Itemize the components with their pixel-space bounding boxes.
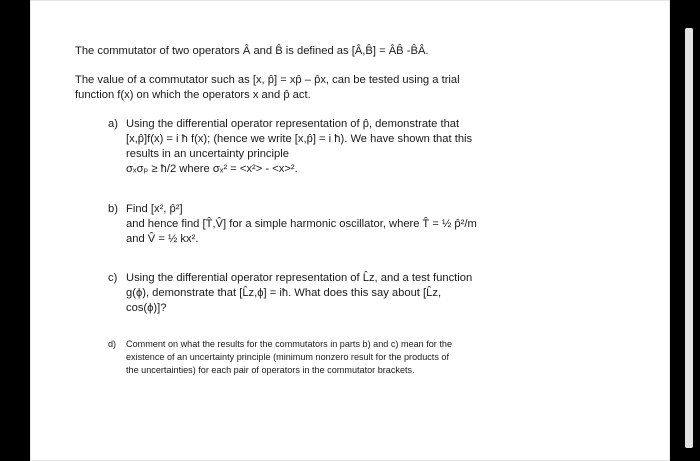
question-a-label: a): [108, 118, 118, 130]
question-b-line: Find [x², p̂²]: [126, 203, 183, 215]
question-a-line: [x,p̂]f(x) = i ħ f(x); (hence we write [x,p̂] = i ħ). We have shown that this: [126, 133, 473, 145]
scrollbar[interactable]: [685, 28, 693, 448]
question-c-line: cos(ϕ)]?: [126, 302, 167, 314]
problem-text: [75, 44, 645, 383]
question-d-label: d): [108, 339, 117, 349]
question-b-text: [126, 202, 645, 247]
question-d-line: existence of an uncertainty principle (minimum nonzero result for the products of: [126, 352, 449, 362]
question-a-text: [126, 117, 645, 177]
intro-line-2: The value of a commutator such as [x, p̂] = xp̂ – p̂x, can be tested using a trial: [75, 74, 460, 86]
intro-definition: [75, 44, 645, 59]
intro-commutator-test: [75, 73, 645, 103]
question-c-text: [126, 271, 645, 316]
question-d-line: Comment on what the results for the commutators in parts b) and c) mean for the: [126, 339, 453, 349]
question-d-text: [126, 338, 645, 377]
question-c: [108, 271, 645, 316]
intro-line-3: function f(x) on which the operators x and p̂ act.: [75, 89, 311, 101]
question-c-line: g(ϕ), demonstrate that [L̂z,ϕ] = iħ. What does this say about [L̂z,: [126, 287, 442, 299]
question-a-line: results in an uncertainty principle: [126, 148, 289, 160]
question-d-line: the uncertainties) for each pair of operators in the commutator brackets.: [126, 365, 415, 375]
question-b: [108, 202, 645, 247]
question-a-line: Using the differential operator representation of p̂, demonstrate that: [126, 118, 460, 130]
question-b-line: and V̂ = ½ kx².: [126, 233, 199, 245]
question-b-line: and hence find [T̂,V̂] for a simple harmonic oscillator, where T̂ = ½ p̂²/m: [126, 218, 477, 230]
question-a-line: σₓσₚ ≥ ħ/2 where σₓ² = <x²> - <x>².: [126, 163, 298, 175]
intro-line-1: The commutator of two operators Â and B̂ is defined as [Â,B̂] = ÂB̂ -B̂Â.: [75, 45, 429, 57]
question-c-line: Using the differential operator representation of L̂z, and a test function: [126, 272, 473, 284]
question-a: [108, 117, 645, 177]
question-b-label: b): [108, 203, 118, 215]
question-c-label: c): [108, 272, 118, 284]
question-d: [108, 338, 645, 377]
